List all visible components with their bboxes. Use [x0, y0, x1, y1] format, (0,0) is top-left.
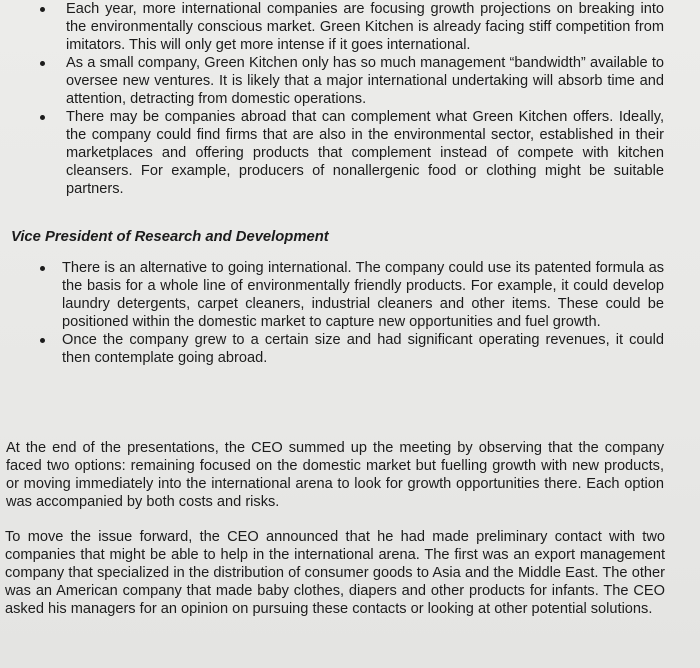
vp-bullet-list: [62, 259, 664, 367]
bullet-text: There is an alternative to going international. The company could use its patented formula as the basis for a whole line of environmentally friendly products. For example, it could develop laundry detergents, carpet cleaners, industrial cleaners and other items. These could be positioned within the domestic market to capture new opportunities and fuel growth.: [62, 260, 664, 330]
bullet-item: [66, 108, 664, 198]
bullet-icon: [40, 266, 45, 271]
bullet-item: [62, 331, 664, 367]
bullet-text: Each year, more international companies are focusing growth projections on breaking into the environmentally conscious market. Green Kitchen is already facing stiff competition from imitators. This will only get more intense if it goes international.: [66, 1, 664, 53]
bullet-icon: [40, 338, 45, 343]
section-heading: Vice President of Research and Development: [11, 229, 329, 245]
top-bullet-list: [66, 0, 664, 198]
bullet-text: As a small company, Green Kitchen only has so much management “bandwidth” available to oversee new ventures. It is likely that a major international undertaking will absorb time and attention, detracting from domestic operations.: [66, 55, 664, 107]
bullet-text: There may be companies abroad that can complement what Green Kitchen offers. Ideally, the company could find firms that are also in the environmental sector, established in their marketplaces and offering products that complement instead of compete with kitchen cleansers. For example, producers of nonallergenic food or clothing might be suitable partners.: [66, 109, 664, 197]
bullet-item: [66, 54, 664, 108]
bullet-icon: [40, 61, 45, 66]
bullet-item: [66, 0, 664, 54]
bullet-icon: [40, 7, 45, 12]
summary-paragraph: At the end of the presentations, the CEO summed up the meeting by observing that the company faced two options: remaining focused on the domestic market but fuelling growth with new products, or moving immediately into the international arena to look for growth opportunities there. Each option was accompanied by both costs and risks.: [6, 439, 664, 510]
next-steps-paragraph: To move the issue forward, the CEO announced that he had made preliminary contact with two companies that might be able to help in the international arena. The first was an export management company that specialized in the distribution of consumer goods to Asia and the Middle East. The other was an American company that made baby clothes, diapers and other products for infants. The CEO asked his managers for an opinion on pursuing these contacts or looking at other potential solutions.: [5, 528, 665, 617]
bullet-icon: [40, 115, 45, 120]
bullet-item: [62, 259, 664, 331]
bullet-text: Once the company grew to a certain size and had significant operating revenues, it could then contemplate going abroad.: [62, 332, 664, 366]
